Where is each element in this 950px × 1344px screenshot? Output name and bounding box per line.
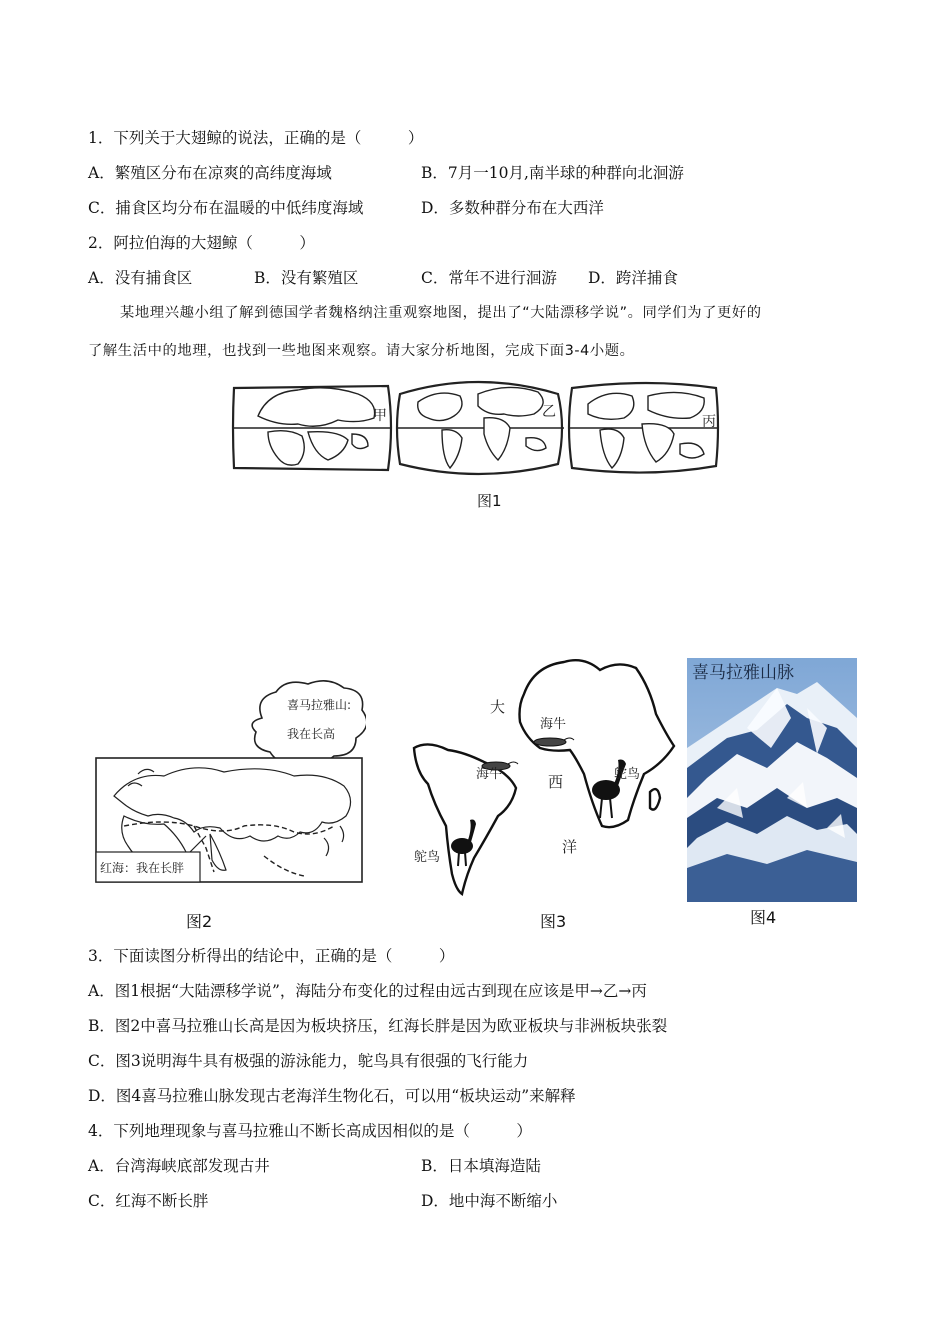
fig2-red-sea-label: 红海：我在长胖	[100, 861, 185, 875]
q4-option-c: C．红海不断长胖	[88, 1192, 209, 1210]
q3-stem: 3．下面读图分析得出的结论中，正确的是（ ）	[88, 947, 455, 965]
fig3-yang: 洋	[562, 838, 578, 856]
q3-option-d: D．图4喜马拉雅山脉发现古老海洋生物化石，可以用“板块运动”来解释	[88, 1087, 576, 1105]
q1-option-c: C．捕食区均分布在温暖的中低纬度海域	[88, 199, 364, 217]
fig4-title: 喜马拉雅山脉	[692, 663, 794, 683]
fig3-ostrich-africa: 鸵鸟	[614, 767, 641, 782]
fig2-bubble-line1: 喜马拉雅山:	[287, 698, 352, 712]
fig3-ostrich-sa: 鸵鸟	[414, 850, 441, 865]
q4-option-a: A．台湾海峡底部发现古井	[88, 1157, 270, 1175]
q2-option-a: A．没有捕食区	[88, 269, 193, 287]
q4-option-d: D．地中海不断缩小	[421, 1192, 558, 1210]
fig3-map	[404, 654, 680, 898]
q4-stem: 4．下列地理现象与喜马拉雅山不断长高成因相似的是（ ）	[88, 1122, 532, 1140]
q3-option-c: C．图3说明海牛具有极强的游泳能力，鸵鸟具有很强的飞行能力	[88, 1052, 529, 1070]
fig1-caption: 图1	[477, 492, 502, 510]
fig3-caption: 图3	[540, 912, 567, 931]
q2-stem: 2．阿拉伯海的大翅鲸（ ）	[88, 234, 315, 252]
fig3-da: 大	[490, 698, 506, 716]
intro-line-2: 了解生活中的地理，也找到一些地图来观察。请大家分析地图，完成下面3-4小题。	[88, 343, 635, 359]
q2-option-b: B．没有繁殖区	[254, 269, 359, 287]
q2-option-d: D．跨洋捕食	[588, 269, 678, 287]
q1-option-d: D．多数种群分布在大西洋	[421, 199, 604, 217]
intro-line-1: 某地理兴趣小组了解到德国学者魏格纳注重观察地图，提出了“大陆漂移学说”。同学们为了更好的	[120, 305, 762, 321]
fig4-caption: 图4	[750, 908, 777, 927]
fig1-label-bing: 丙	[702, 414, 716, 430]
fig2-caption: 图2	[186, 912, 213, 931]
fig2-bubble-line2: 我在长高	[287, 727, 336, 741]
q2-option-c: C．常年不进行洄游	[421, 269, 557, 287]
fig3-manatee-sa: 海牛	[476, 767, 503, 782]
q1-option-b: B．7月一10月,南半球的种群向北洄游	[421, 164, 684, 182]
fig3-manatee-africa: 海牛	[540, 717, 567, 732]
fig1-label-jia: 甲	[373, 408, 387, 424]
fig3-xi: 西	[548, 773, 564, 791]
q3-option-a: A．图1根据“大陆漂移学说”，海陆分布变化的过程由远古到现在应该是甲→乙→丙	[88, 982, 647, 1000]
fig1-maps	[228, 374, 720, 480]
fig2-map	[94, 676, 366, 886]
fig4-photo	[687, 658, 857, 902]
fig1-label-yi: 乙	[542, 404, 556, 420]
q1-stem: 1．下列关于大翅鲸的说法，正确的是（ ）	[88, 129, 424, 147]
q1-option-a: A．繁殖区分布在凉爽的高纬度海域	[88, 164, 332, 182]
q3-option-b: B．图2中喜马拉雅山长高是因为板块挤压，红海长胖是因为欧亚板块与非洲板块张裂	[88, 1017, 668, 1035]
q4-option-b: B．日本填海造陆	[421, 1157, 541, 1175]
